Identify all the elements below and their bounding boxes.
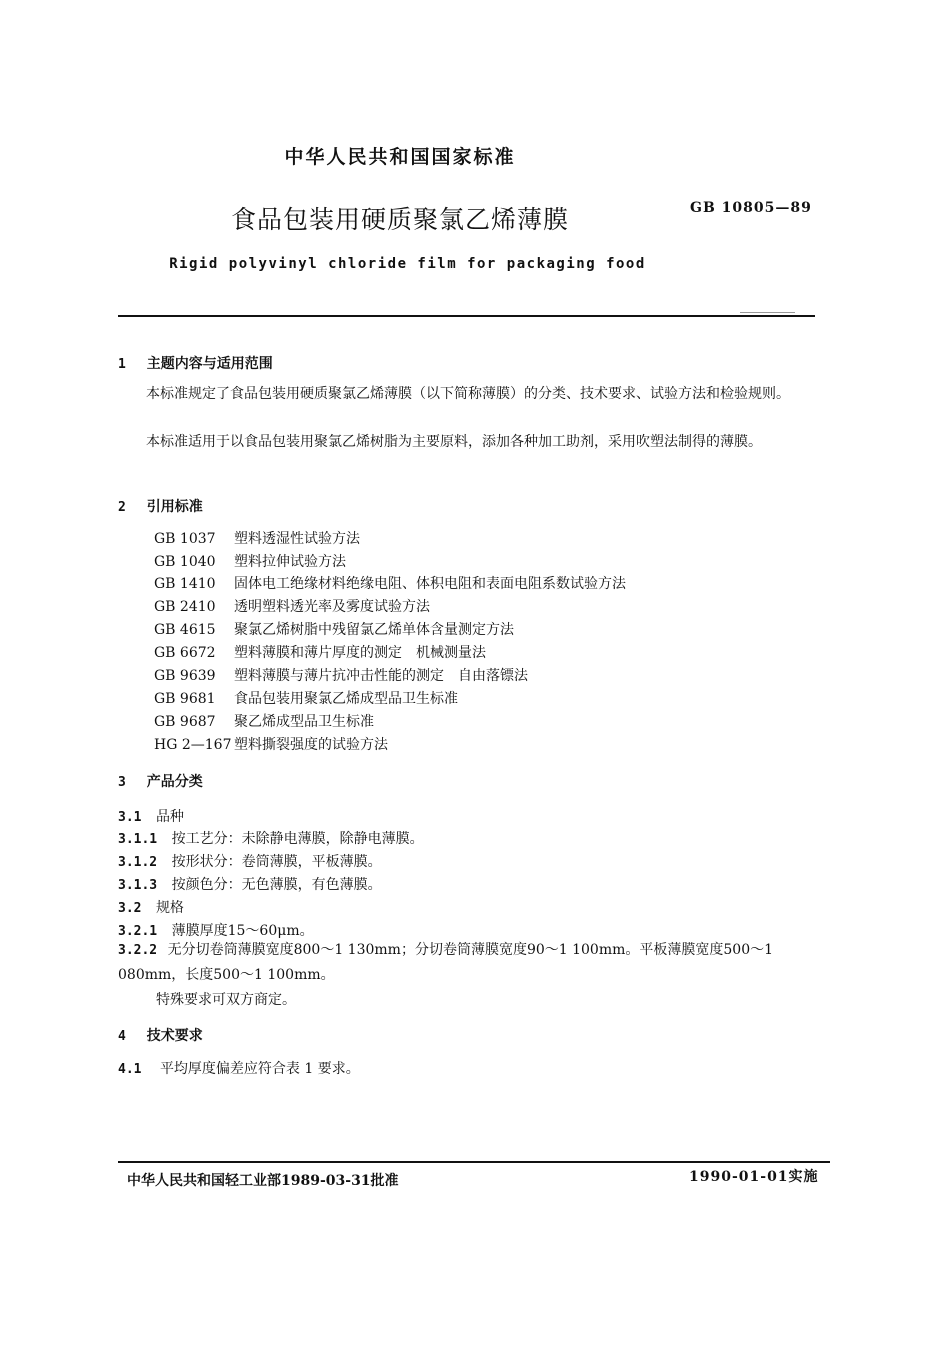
- clause-text: 平均厚度偏差应符合表 1 要求。: [159, 1061, 360, 1077]
- reference-title: 塑料薄膜和薄片厚度的测定 机械测量法: [234, 645, 486, 661]
- clause-number: 3.1: [118, 810, 142, 825]
- header-rule: [118, 315, 815, 317]
- reference-title: 塑料撕裂强度的试验方法: [234, 737, 388, 753]
- reference-item: [154, 551, 346, 571]
- clause-3-2-2-note: 特殊要求可双方商定。: [156, 992, 296, 1008]
- reference-code: GB 6672: [154, 645, 216, 661]
- reference-item: [154, 573, 626, 593]
- section-4-heading: [118, 1025, 203, 1045]
- header-rule-thin: [740, 312, 795, 313]
- clause-text: 按颜色分：无色薄膜，有色薄膜。: [171, 877, 382, 893]
- clause-number: 3.1.2: [118, 855, 158, 870]
- reference-item: [154, 619, 514, 639]
- reference-title: 聚氯乙烯树脂中残留氯乙烯单体含量测定方法: [234, 622, 514, 638]
- clause-3-1: [118, 806, 184, 829]
- standard-code: GB 10805—89: [690, 200, 812, 216]
- section-number: 1: [118, 357, 126, 372]
- reference-item: [154, 711, 374, 731]
- section-number: 3: [118, 775, 126, 790]
- section-title: 主题内容与适用范围: [146, 356, 273, 372]
- reference-title: 透明塑料透光率及雾度试验方法: [234, 599, 430, 615]
- clause-text: 按形状分：卷筒薄膜，平板薄膜。: [171, 854, 382, 870]
- clause-number: 4.1: [118, 1062, 142, 1077]
- reference-item: [154, 734, 388, 754]
- clause-number: 3.2.2: [118, 943, 158, 958]
- document-title-english: Rigid polyvinyl chloride film for packaging food: [169, 256, 646, 272]
- document-title-chinese: 食品包装用硬质聚氯乙烯薄膜: [230, 205, 569, 234]
- reference-title: 聚乙烯成型品卫生标准: [234, 714, 374, 730]
- section-title: 产品分类: [146, 774, 203, 790]
- section-1-heading: [118, 353, 273, 373]
- section-title: 引用标准: [146, 499, 203, 515]
- reference-title: 固体电工绝缘材料绝缘电阻、体积电阻和表面电阻系数试验方法: [234, 576, 626, 592]
- reference-title: 食品包装用聚氯乙烯成型品卫生标准: [234, 691, 458, 707]
- reference-title: 塑料透湿性试验方法: [234, 531, 360, 547]
- section-1-paragraph-1: 本标准规定了食品包装用硬质聚氯乙烯薄膜（以下简称薄膜）的分类、技术要求、试验方法和检验规则。: [146, 386, 790, 402]
- reference-item: [154, 642, 486, 662]
- clause-number: 3.2: [118, 901, 142, 916]
- clause-number: 3.1.3: [118, 878, 158, 893]
- reference-code: HG 2—167: [154, 737, 232, 753]
- clause-3-1-3: [118, 874, 382, 897]
- clause-text: 规格: [155, 900, 184, 916]
- section-1-paragraph-2: 本标准适用于以食品包装用聚氯乙烯树脂为主要原料，添加各种加工助剂，采用吹塑法制得的薄膜。: [146, 434, 762, 450]
- clause-4-1: [118, 1058, 360, 1081]
- issuing-authority: 中华人民共和国国家标准: [284, 146, 516, 168]
- clause-3-2-2: [118, 938, 823, 988]
- clause-number: 3.2.1: [118, 924, 158, 939]
- section-number: 2: [118, 500, 126, 515]
- clause-3-2: [118, 897, 184, 920]
- reference-item: [154, 528, 360, 548]
- reference-code: GB 4615: [154, 622, 216, 638]
- clause-text: 按工艺分：未除静电薄膜，除静电薄膜。: [171, 831, 424, 847]
- clause-text: 薄膜厚度15～60μm。: [171, 923, 314, 939]
- reference-code: GB 1037: [154, 531, 216, 547]
- clause-number: 3.1.1: [118, 832, 158, 847]
- reference-code: GB 9687: [154, 714, 216, 730]
- section-2-heading: [118, 496, 203, 516]
- clause-text: 无分切卷筒薄膜宽度800～1 130mm；分切卷筒薄膜宽度90～1 100mm。平板薄膜宽度500～1 080mm，长度500～1 100mm。: [118, 942, 774, 983]
- reference-title: 塑料拉伸试验方法: [234, 554, 346, 570]
- reference-code: GB 1040: [154, 554, 216, 570]
- reference-code: GB 9639: [154, 668, 216, 684]
- clause-text: 品种: [155, 809, 184, 825]
- clause-3-1-2: [118, 851, 382, 874]
- implementation-date: 1990-01-01实施: [689, 1169, 819, 1185]
- section-3-heading: [118, 771, 203, 791]
- reference-item: [154, 688, 458, 708]
- reference-code: GB 1410: [154, 576, 216, 592]
- reference-title: 塑料薄膜与薄片抗冲击性能的测定 自由落镖法: [234, 668, 528, 684]
- reference-code: GB 9681: [154, 691, 216, 707]
- reference-item: [154, 665, 528, 685]
- footer-rule: [118, 1161, 830, 1163]
- reference-code: GB 2410: [154, 599, 216, 615]
- clause-3-1-1: [118, 828, 424, 851]
- section-number: 4: [118, 1029, 126, 1044]
- reference-item: [154, 596, 430, 616]
- approval-line: 中华人民共和国轻工业部1989-03-31批准: [127, 1173, 399, 1189]
- section-title: 技术要求: [146, 1028, 203, 1044]
